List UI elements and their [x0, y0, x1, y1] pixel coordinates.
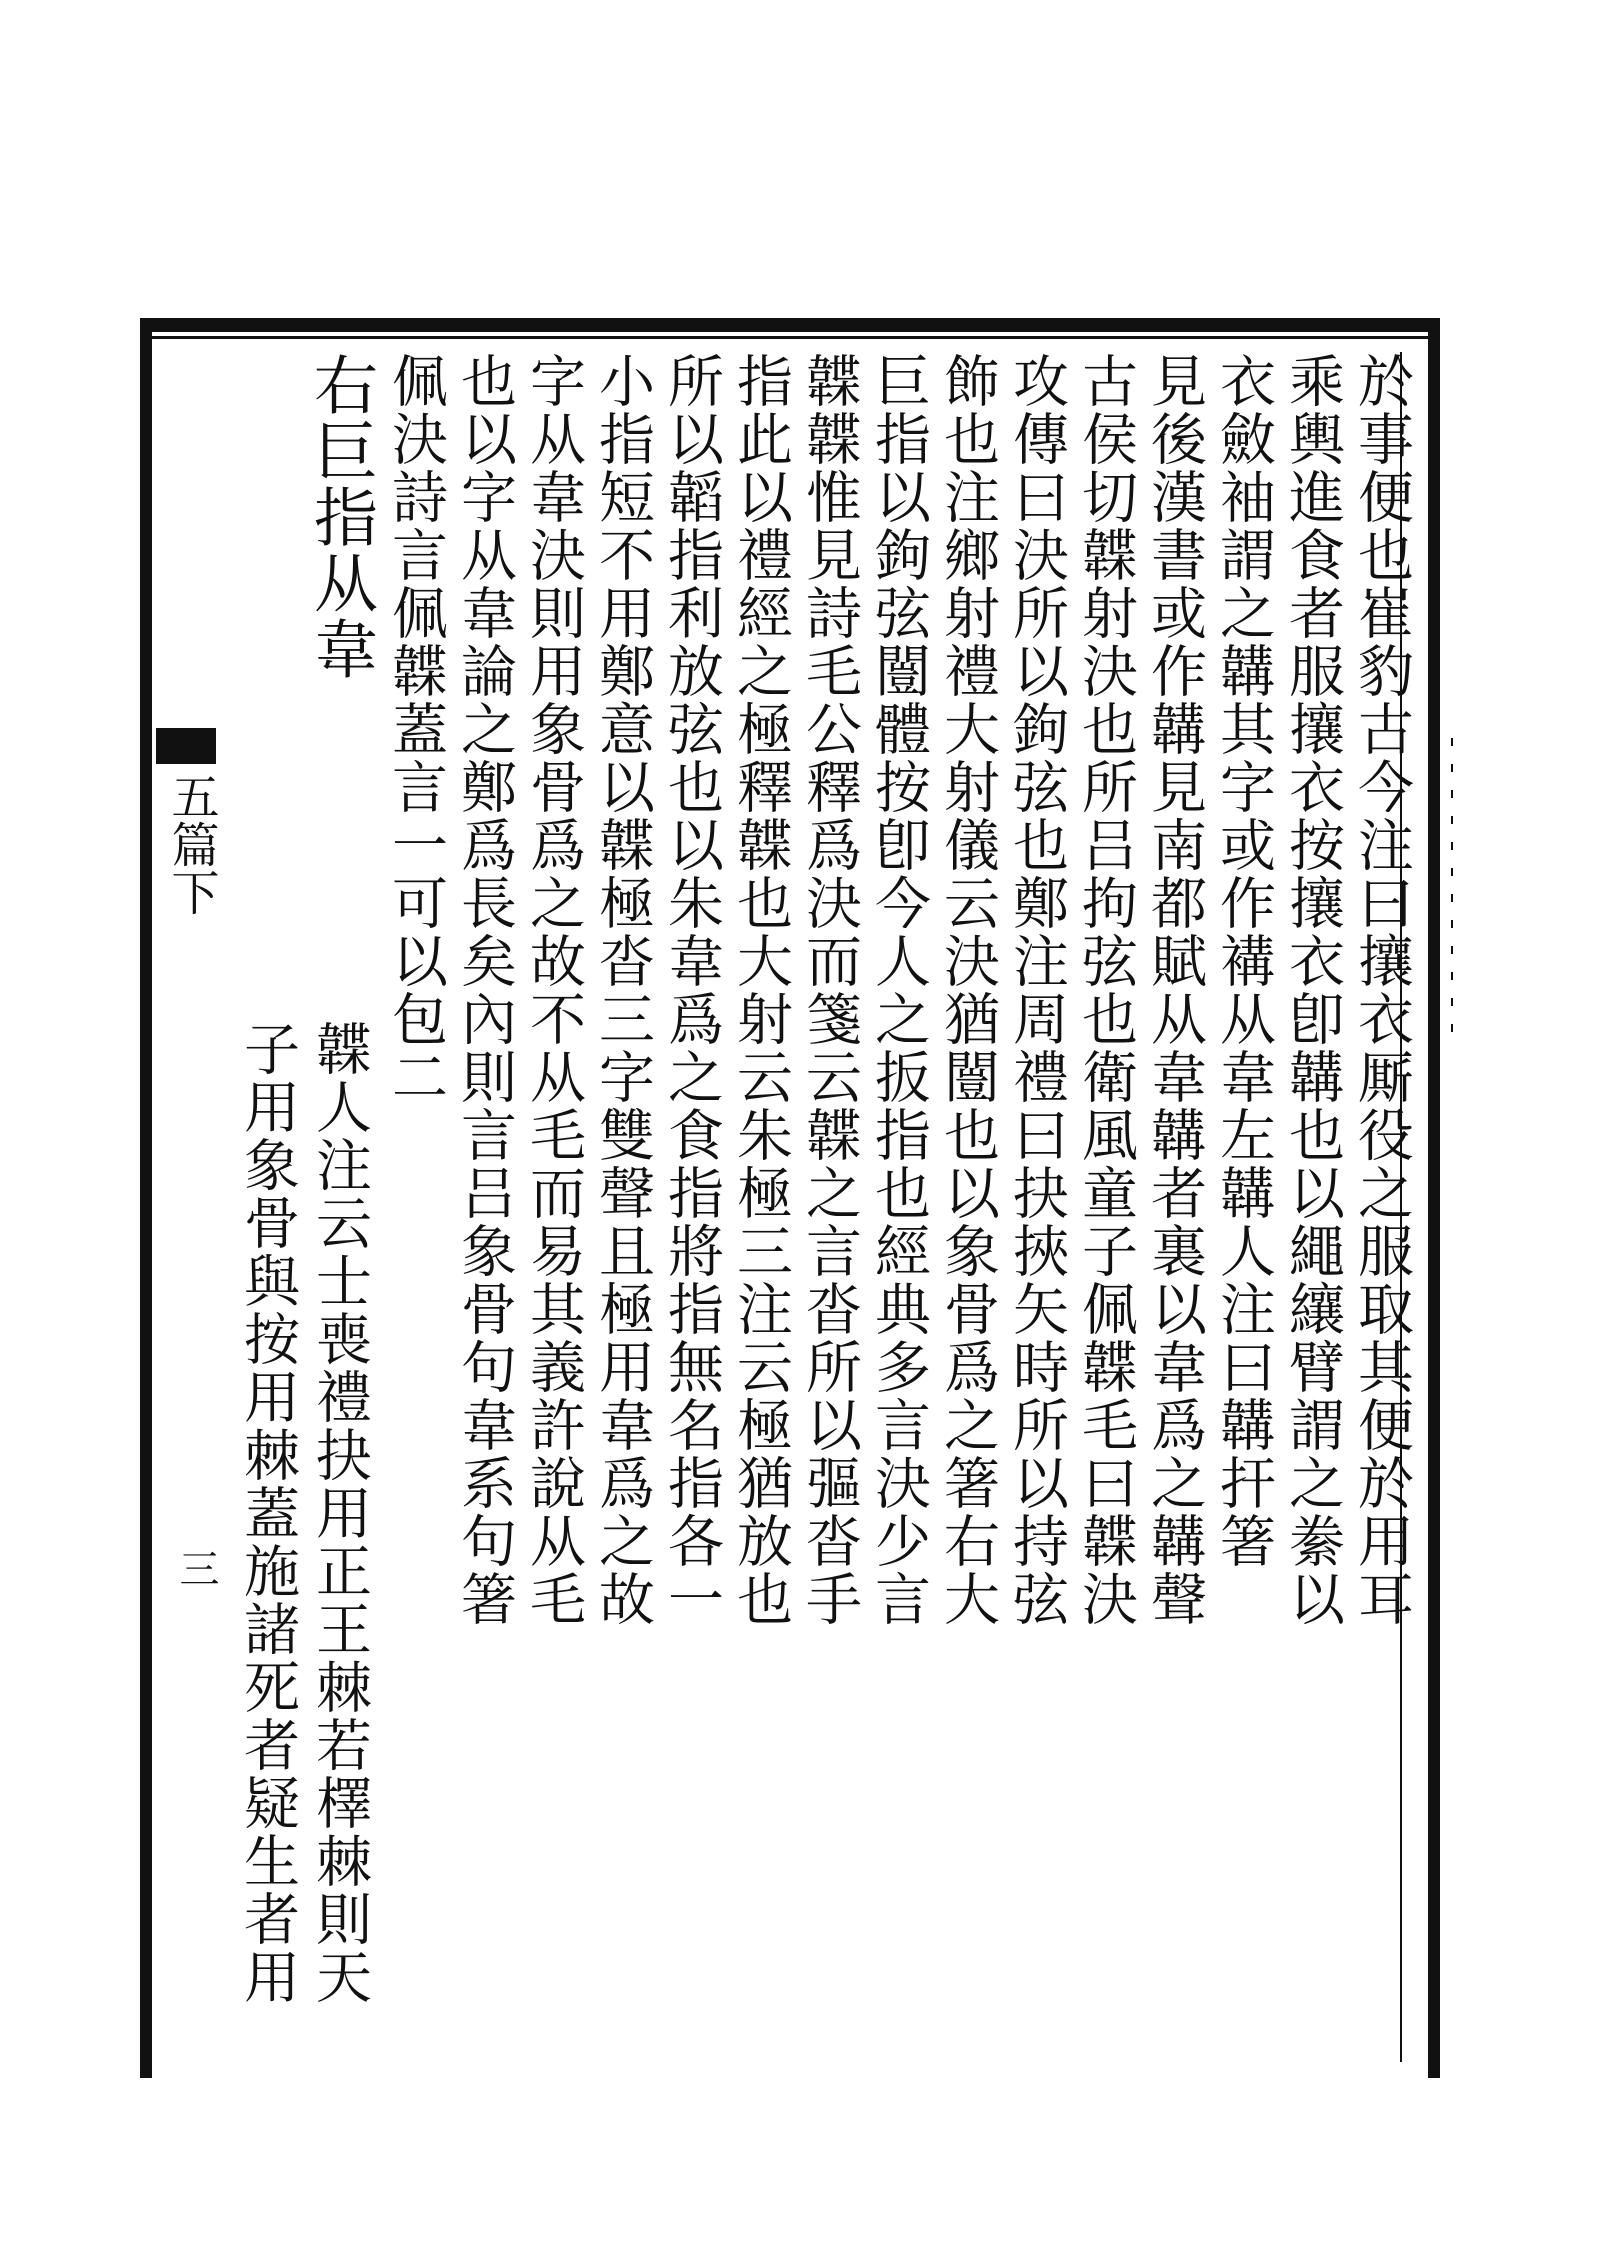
- fold-page-mark: 三: [173, 1548, 219, 1588]
- text-column: 小指短不用鄭意以韘極沓三字雙聲且極用韋爲之故: [590, 352, 655, 1628]
- heading-column: 右巨指从韋: [303, 352, 377, 682]
- text-column: 巨指以鉤弦闓體按卽今人之扳指也經典多言決少言: [866, 352, 931, 1628]
- text-column: 佩決詩言佩韘蓋言一可以包二: [383, 352, 448, 1106]
- text-column: 韘人注云士喪禮抉用正王棘若檡棘則天: [307, 1020, 372, 2006]
- text-column: 乘輿進食者服攘衣按攘衣卽韝也以繩纕臂謂之絭以: [1280, 352, 1345, 1628]
- text-column: 衣斂袖謂之韝其字或作褠从韋左韝人注曰韝扞箸: [1211, 352, 1276, 1570]
- text-column: 指此以禮經之極釋韘也大射云朱極三注云極猶放也: [728, 352, 793, 1628]
- top-rule: [150, 336, 1430, 339]
- text-column: 攻傳曰決所以鉤弦也鄭注周禮曰抉挾矢時所以持弦: [1004, 352, 1069, 1628]
- fold-label: 五篇下: [163, 772, 219, 916]
- fold-black-mark: [156, 728, 216, 764]
- text-column: 見後漢書或作韝見南都賦从韋韝者裏以韋爲之韝聲: [1142, 352, 1207, 1628]
- text-column: 古侯切韘射決也所吕拘弦也衛風童子佩韘毛曰韘決: [1073, 352, 1138, 1628]
- text-column: 字从韋決則用象骨爲之故不从毛而易其義許說从毛: [521, 352, 586, 1628]
- side-marks: [1435, 720, 1469, 2100]
- text-column: 也以字从韋論之鄭爲長矣內則言吕象骨句韋系句箸: [452, 352, 517, 1628]
- text-column: 子用象骨與按用棘蓋施諸死者疑生者用: [235, 1020, 300, 2006]
- text-column: 於事便也崔豹古今注曰攘衣厮役之服取其便於用耳: [1349, 352, 1414, 1628]
- text-column: 韘韘惟見詩毛公釋爲決而箋云韘之言沓所以彄沓手: [797, 352, 862, 1628]
- text-column: 飾也注鄉射禮大射儀云決猶闓也以象骨爲之箸右大: [935, 352, 1000, 1628]
- text-column: 所以韜指利放弦也以朱韋爲之食指將指無名指各一: [659, 352, 724, 1628]
